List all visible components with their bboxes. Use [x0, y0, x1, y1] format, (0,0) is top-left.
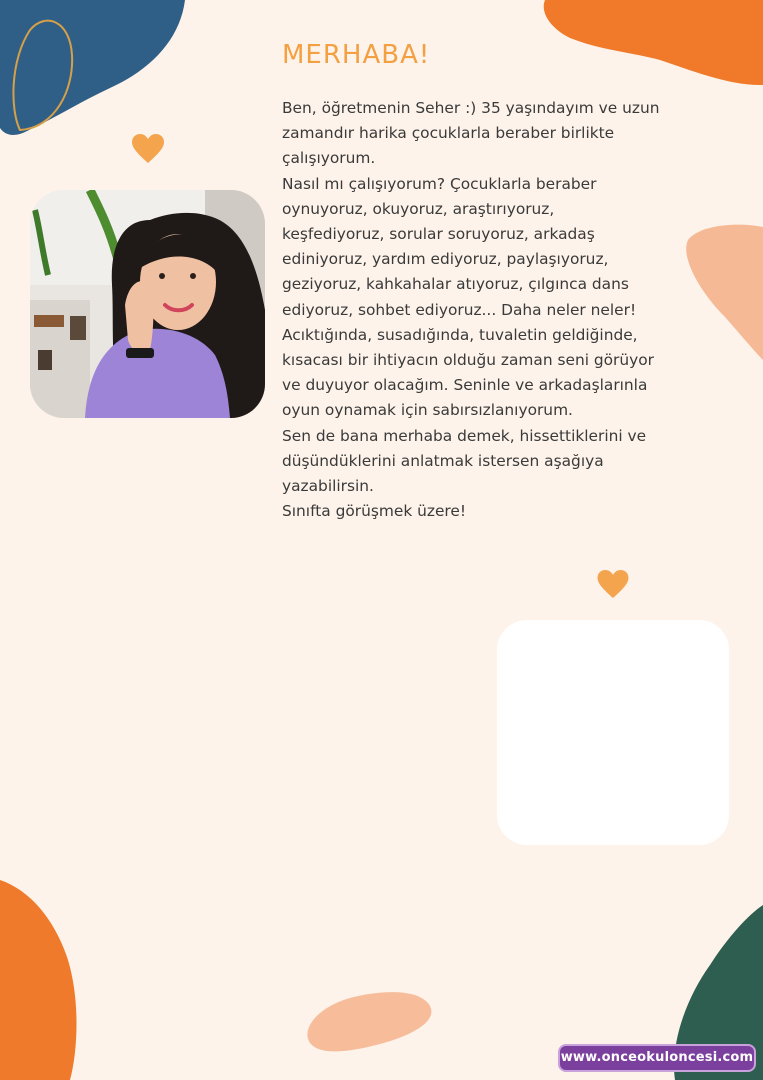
blue-watercolor-blob-top-left [0, 0, 190, 140]
text-line: Acıktığında, susadığında, tuvaletin geldiğinde, [282, 325, 638, 344]
teacher-photo [30, 190, 265, 418]
website-badge[interactable]: www.onceokuloncesi.com [560, 1046, 754, 1070]
student-writing-area[interactable] [497, 620, 729, 845]
text-line: yazabilirsin. [282, 477, 374, 496]
greeting-title: MERHABA! [282, 40, 431, 70]
orange-watercolor-blob-top-right [540, 0, 763, 90]
orange-watercolor-blob-bottom-left [0, 880, 80, 1080]
text-line: ediniyoruz, yardım ediyoruz, paylaşıyoruz, [282, 250, 609, 269]
heart-icon [132, 134, 164, 164]
text-line: geziyoruz, kahkahalar atıyoruz, çılgınca dans [282, 275, 629, 294]
text-line: Nasıl mı çalışıyorum? Çocuklarla beraber [282, 174, 597, 193]
text-line: Sen de bana merhaba demek, hissettiklerini ve [282, 426, 647, 445]
text-line: zamandır harika çocuklarla beraber birlikte [282, 124, 615, 143]
text-line: ediyoruz, sohbet ediyoruz... Daha neler neler! [282, 300, 637, 319]
text-line: Sınıfta görüşmek üzere! [282, 502, 467, 521]
peach-brush-stroke-bottom [300, 988, 435, 1058]
text-line: oynuyoruz, okuyoruz, araştırıyoruz, [282, 199, 555, 218]
text-line: düşündüklerini anlatmak istersen aşağıya [282, 451, 604, 470]
text-line: çalışıyorum. [282, 149, 376, 168]
text-line: Ben, öğretmenin Seher :) 35 yaşındayım ve uzun [282, 99, 660, 117]
heart-icon [597, 570, 629, 599]
text-line: ve duyuyor olacağım. Seninle ve arkadaşlarınla [282, 376, 648, 395]
teacher-introduction-text [282, 96, 722, 524]
text-line: kısacası bir ihtiyacın olduğu zaman seni görüyor [282, 351, 654, 370]
text-line: keşfediyoruz, sorular soruyoruz, arkadaş [282, 225, 595, 244]
text-line: oyun oynamak için sabırsızlanıyorum. [282, 401, 573, 420]
